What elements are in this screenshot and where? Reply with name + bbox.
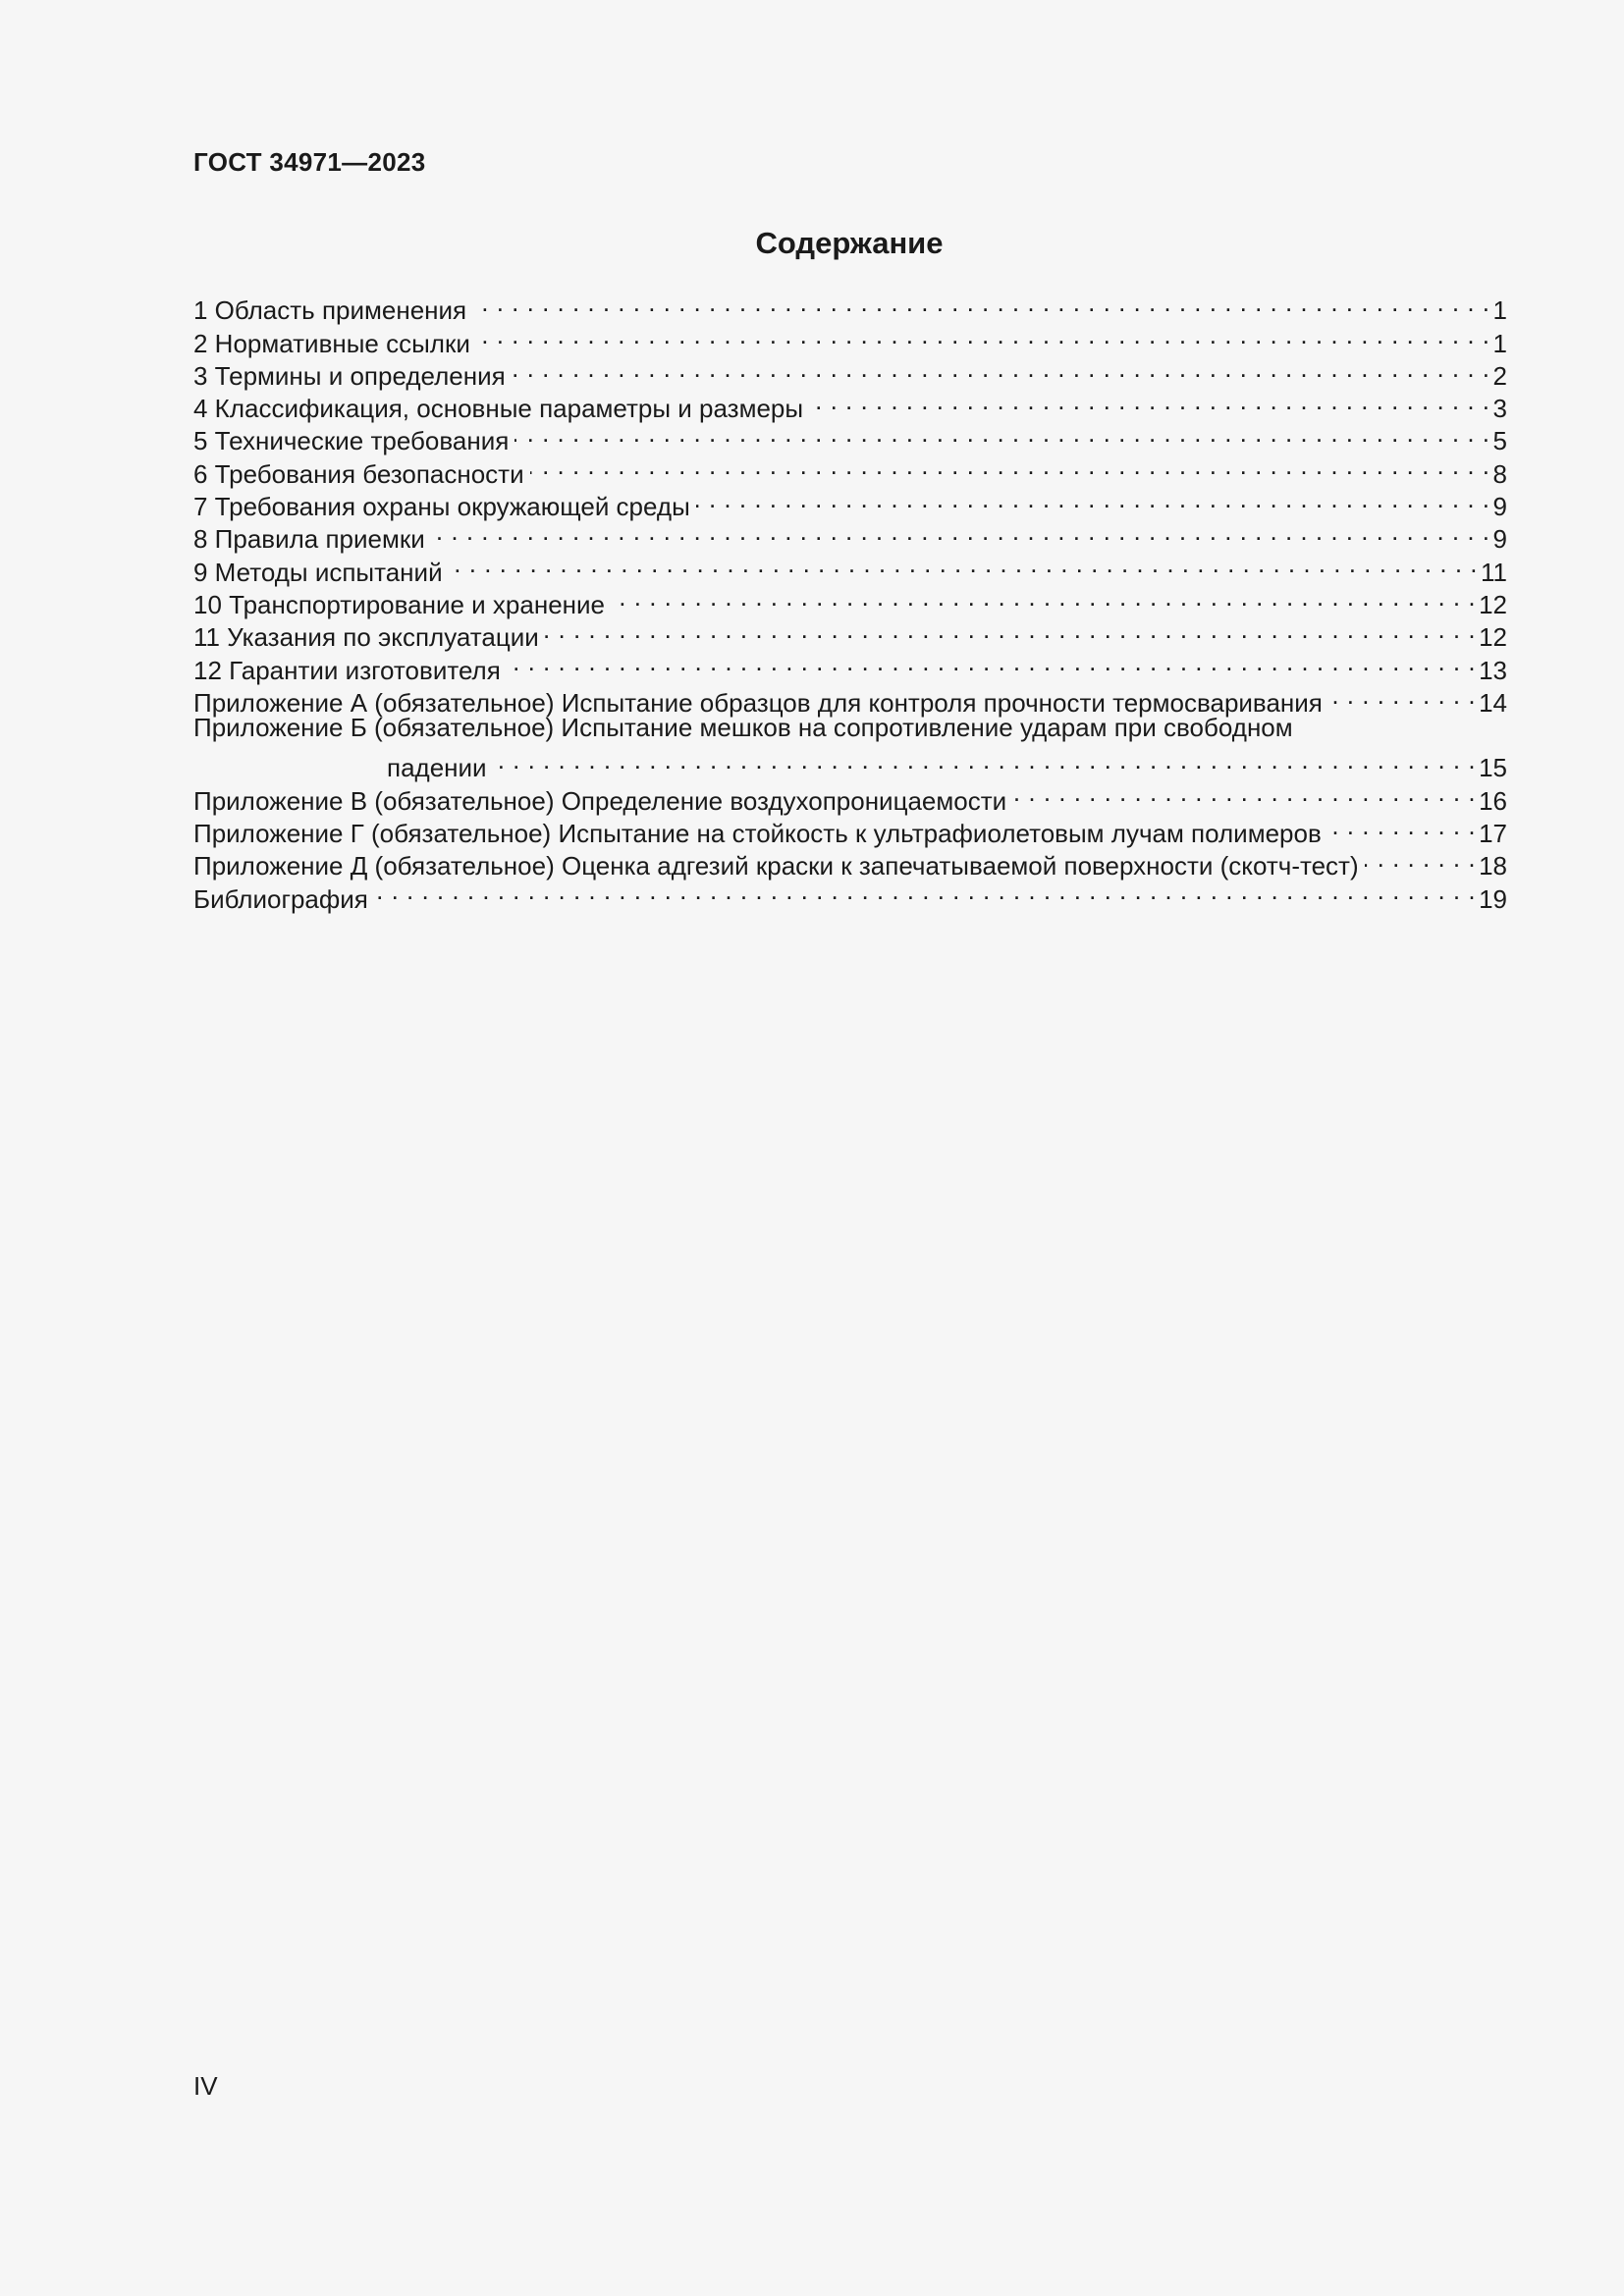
toc-leader-dots xyxy=(1328,679,1476,712)
toc-entry-label: 3 Термины и определения xyxy=(193,360,506,391)
toc-entry-label: Приложение В (обязательное) Определение воздухопроницаемости xyxy=(193,785,1007,816)
toc-leader-dots xyxy=(545,614,1476,646)
toc-entry-page: 1 xyxy=(1492,295,1507,326)
toc-leader-dots xyxy=(1327,810,1476,842)
toc-entry[interactable] xyxy=(193,744,1507,783)
toc-leader-dots xyxy=(472,287,1489,319)
toc-entry-page: 14 xyxy=(1479,687,1507,718)
toc-entry-page: 2 xyxy=(1492,360,1507,391)
table-of-contents xyxy=(193,287,1507,914)
toc-entry-label-line1[interactable]: Приложение Б (обязательное) Испытание мешков на сопротивление ударам при свободном xyxy=(193,712,1293,742)
toc-leader-dots xyxy=(493,744,1477,776)
toc-entry-label: Библиография xyxy=(193,883,368,914)
toc-entry-page: 8 xyxy=(1492,458,1507,489)
toc-entry-page: 3 xyxy=(1492,394,1507,424)
toc-entry-label: Приложение А (обязательное) Испытание образцов для контроля прочности термосваривания xyxy=(193,687,1323,718)
toc-entry-page: 5 xyxy=(1492,426,1507,456)
toc-leader-dots xyxy=(512,352,1490,385)
page-number: IV xyxy=(193,2071,218,2101)
toc-entry-page: 9 xyxy=(1492,492,1507,522)
toc-leader-dots xyxy=(476,319,1490,351)
toc-entry-page: 18 xyxy=(1479,851,1507,881)
toc-entry[interactable] xyxy=(193,287,1507,326)
toc-entry-label: 9 Методы испытаний xyxy=(193,557,443,587)
toc-leader-dots xyxy=(1365,842,1476,875)
toc-leader-dots xyxy=(530,450,1490,482)
toc-entry-label: 5 Технические требования xyxy=(193,426,510,456)
toc-leader-dots xyxy=(514,417,1489,450)
toc-entry-label: 6 Требования безопасности xyxy=(193,458,524,489)
toc-entry-page: 19 xyxy=(1479,883,1507,914)
toc-leader-dots xyxy=(611,581,1476,614)
toc-leader-dots xyxy=(374,875,1476,907)
toc-leader-dots xyxy=(449,548,1478,580)
toc-entry-page: 11 xyxy=(1481,557,1507,587)
toc-leader-dots xyxy=(431,515,1490,548)
toc-entry-page: 15 xyxy=(1479,753,1507,783)
toc-leader-dots xyxy=(1012,776,1476,809)
toc-entry-label-line2: падении xyxy=(387,753,487,783)
toc-leader-dots xyxy=(507,646,1476,678)
toc-entry-label: 2 Нормативные ссылки xyxy=(193,328,470,358)
toc-entry-label: Приложение Г (обязательное) Испытание на стойкость к ультрафиолетовым лучам полимеров xyxy=(193,819,1322,849)
toc-leader-dots xyxy=(809,385,1489,417)
toc-leader-dots xyxy=(696,483,1490,515)
toc-entry-page: 9 xyxy=(1492,524,1507,555)
toc-entry-page: 17 xyxy=(1479,819,1507,849)
toc-entry-label: 1 Область применения xyxy=(193,295,467,326)
toc-entry-label: 7 Требования охраны окружающей среды xyxy=(193,492,690,522)
toc-entry-label: 11 Указания по эксплуатации xyxy=(193,622,539,653)
toc-entry-label: 4 Классификация, основные параметры и размеры xyxy=(193,394,804,424)
toc-entry-page: 1 xyxy=(1492,328,1507,358)
standard-designation: ГОСТ 34971—2023 xyxy=(193,147,426,177)
toc-entry-label: 12 Гарантии изготовителя xyxy=(193,655,501,685)
toc-entry-page: 12 xyxy=(1479,622,1507,653)
toc-entry-page: 12 xyxy=(1479,589,1507,619)
toc-entry-label: Приложение Д (обязательное) Оценка адгезий краски к запечатываемой поверхности (скотч-тест) xyxy=(193,851,1359,881)
toc-entry-page: 13 xyxy=(1479,655,1507,685)
toc-entry-label: 8 Правила приемки xyxy=(193,524,425,555)
toc-entry-page: 16 xyxy=(1479,785,1507,816)
toc-title: Содержание xyxy=(755,226,944,260)
toc-entry[interactable] xyxy=(193,875,1507,914)
toc-entry-label: 10 Транспортирование и хранение xyxy=(193,589,605,619)
